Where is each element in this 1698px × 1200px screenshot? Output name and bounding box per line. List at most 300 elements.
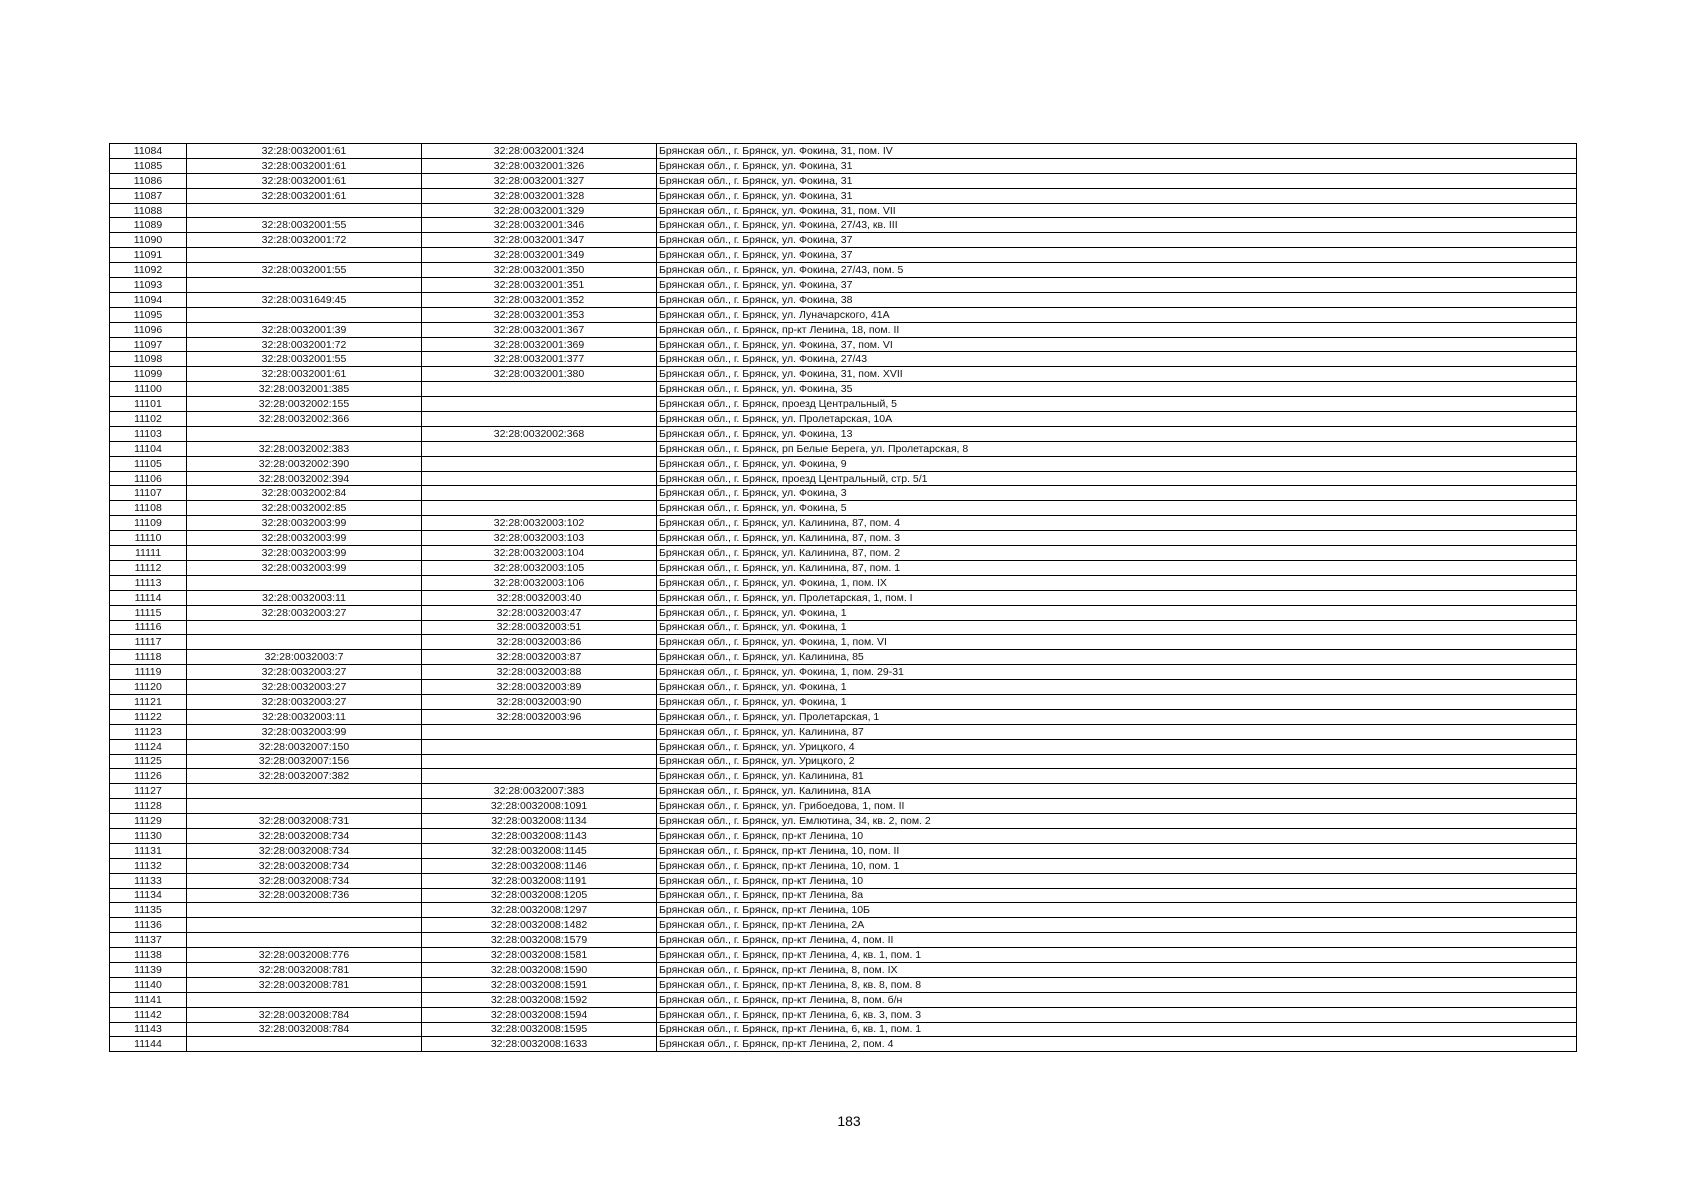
row-number-cell: 11093	[110, 278, 187, 293]
address-cell: Брянская обл., г. Брянск, ул. Фокина, 37	[657, 248, 1577, 263]
row-number-cell: 11139	[110, 962, 187, 977]
object-cadastral-number-cell: 32:28:0032008:1191	[422, 873, 657, 888]
address-cell: Брянская обл., г. Брянск, ул. Фокина, 1, пом. IX	[657, 575, 1577, 590]
object-cadastral-number-cell	[422, 397, 657, 412]
table-row	[110, 575, 1577, 590]
table-row	[110, 144, 1577, 159]
object-cadastral-number-cell: 32:28:0032003:51	[422, 620, 657, 635]
address-cell: Брянская обл., г. Брянск, пр-кт Ленина, 10Б	[657, 903, 1577, 918]
row-number-cell: 11142	[110, 1007, 187, 1022]
row-number-cell: 11144	[110, 1037, 187, 1052]
table-row	[110, 977, 1577, 992]
object-cadastral-number-cell: 32:28:0032003:90	[422, 694, 657, 709]
table-row	[110, 933, 1577, 948]
object-cadastral-number-cell: 32:28:0032001:326	[422, 158, 657, 173]
object-cadastral-number-cell: 32:28:0032008:1482	[422, 918, 657, 933]
address-cell: Брянская обл., г. Брянск, ул. Фокина, 35	[657, 382, 1577, 397]
table-row	[110, 278, 1577, 293]
parcel-cadastral-number-cell	[187, 903, 422, 918]
table-row	[110, 158, 1577, 173]
parcel-cadastral-number-cell: 32:28:0032001:55	[187, 218, 422, 233]
row-number-cell: 11124	[110, 739, 187, 754]
address-cell: Брянская обл., г. Брянск, ул. Фокина, 3	[657, 486, 1577, 501]
row-number-cell: 11105	[110, 456, 187, 471]
table-row	[110, 397, 1577, 412]
address-cell: Брянская обл., г. Брянск, ул. Пролетарская, 1, пом. I	[657, 590, 1577, 605]
row-number-cell: 11126	[110, 769, 187, 784]
row-number-cell: 11087	[110, 188, 187, 203]
table-row	[110, 754, 1577, 769]
parcel-cadastral-number-cell: 32:28:0032008:781	[187, 962, 422, 977]
parcel-cadastral-number-cell: 32:28:0032001:39	[187, 322, 422, 337]
object-cadastral-number-cell: 32:28:0032008:1594	[422, 1007, 657, 1022]
parcel-cadastral-number-cell: 32:28:0032008:776	[187, 948, 422, 963]
parcel-cadastral-number-cell: 32:28:0032001:55	[187, 352, 422, 367]
object-cadastral-number-cell: 32:28:0032003:102	[422, 516, 657, 531]
parcel-cadastral-number-cell: 32:28:0032001:385	[187, 382, 422, 397]
object-cadastral-number-cell: 32:28:0032003:47	[422, 605, 657, 620]
address-cell: Брянская обл., г. Брянск, пр-кт Ленина, 6, кв. 3, пом. 3	[657, 1007, 1577, 1022]
table-row	[110, 471, 1577, 486]
parcel-cadastral-number-cell	[187, 933, 422, 948]
address-cell: Брянская обл., г. Брянск, ул. Фокина, 37, пом. VI	[657, 337, 1577, 352]
parcel-cadastral-number-cell	[187, 918, 422, 933]
address-cell: Брянская обл., г. Брянск, ул. Пролетарская, 1	[657, 709, 1577, 724]
parcel-cadastral-number-cell: 32:28:0032002:85	[187, 501, 422, 516]
table-row	[110, 203, 1577, 218]
address-cell: Брянская обл., г. Брянск, ул. Фокина, 37	[657, 233, 1577, 248]
object-cadastral-number-cell: 32:28:0032001:367	[422, 322, 657, 337]
address-cell: Брянская обл., г. Брянск, ул. Калинина, 87, пом. 1	[657, 560, 1577, 575]
parcel-cadastral-number-cell: 32:28:0032001:61	[187, 158, 422, 173]
parcel-cadastral-number-cell: 32:28:0032001:72	[187, 233, 422, 248]
object-cadastral-number-cell: 32:28:0032001:324	[422, 144, 657, 159]
table-row	[110, 173, 1577, 188]
address-cell: Брянская обл., г. Брянск, ул. Фокина, 5	[657, 501, 1577, 516]
address-cell: Брянская обл., г. Брянск, ул. Грибоедова, 1, пом. II	[657, 799, 1577, 814]
table-row	[110, 739, 1577, 754]
address-cell: Брянская обл., г. Брянск, ул. Фокина, 1	[657, 694, 1577, 709]
table-row	[110, 948, 1577, 963]
row-number-cell: 11121	[110, 694, 187, 709]
table-row	[110, 858, 1577, 873]
row-number-cell: 11130	[110, 828, 187, 843]
address-cell: Брянская обл., г. Брянск, пр-кт Ленина, 4, кв. 1, пом. 1	[657, 948, 1577, 963]
parcel-cadastral-number-cell	[187, 784, 422, 799]
parcel-cadastral-number-cell: 32:28:0032001:72	[187, 337, 422, 352]
parcel-cadastral-number-cell: 32:28:0032003:27	[187, 605, 422, 620]
table-row	[110, 352, 1577, 367]
table-row	[110, 843, 1577, 858]
row-number-cell: 11089	[110, 218, 187, 233]
address-cell: Брянская обл., г. Брянск, проезд Центральный, 5	[657, 397, 1577, 412]
parcel-cadastral-number-cell: 32:28:0032002:390	[187, 456, 422, 471]
address-cell: Брянская обл., г. Брянск, ул. Пролетарская, 10А	[657, 412, 1577, 427]
parcel-cadastral-number-cell	[187, 203, 422, 218]
address-cell: Брянская обл., г. Брянск, ул. Фокина, 31, пом. VII	[657, 203, 1577, 218]
table-row	[110, 903, 1577, 918]
table-row	[110, 337, 1577, 352]
table-row	[110, 263, 1577, 278]
table-row	[110, 724, 1577, 739]
parcel-cadastral-number-cell: 32:28:0032001:61	[187, 173, 422, 188]
table-row	[110, 962, 1577, 977]
object-cadastral-number-cell: 32:28:0032001:352	[422, 292, 657, 307]
object-cadastral-number-cell: 32:28:0032003:88	[422, 665, 657, 680]
table-row	[110, 426, 1577, 441]
row-number-cell: 11131	[110, 843, 187, 858]
parcel-cadastral-number-cell: 32:28:0032001:61	[187, 144, 422, 159]
parcel-cadastral-number-cell: 32:28:0032002:383	[187, 441, 422, 456]
parcel-cadastral-number-cell: 32:28:0032008:736	[187, 888, 422, 903]
object-cadastral-number-cell	[422, 724, 657, 739]
object-cadastral-number-cell: 32:28:0032008:1595	[422, 1022, 657, 1037]
parcel-cadastral-number-cell: 32:28:0032003:27	[187, 694, 422, 709]
table-row	[110, 650, 1577, 665]
address-cell: Брянская обл., г. Брянск, ул. Емлютина, 34, кв. 2, пом. 2	[657, 814, 1577, 829]
address-cell: Брянская обл., г. Брянск, пр-кт Ленина, 18, пом. II	[657, 322, 1577, 337]
table-row	[110, 248, 1577, 263]
object-cadastral-number-cell	[422, 441, 657, 456]
row-number-cell: 11096	[110, 322, 187, 337]
row-number-cell: 11134	[110, 888, 187, 903]
table-row	[110, 709, 1577, 724]
parcel-cadastral-number-cell	[187, 1037, 422, 1052]
parcel-cadastral-number-cell: 32:28:0032008:734	[187, 843, 422, 858]
address-cell: Брянская обл., г. Брянск, ул. Калинина, 87, пом. 3	[657, 531, 1577, 546]
table-row	[110, 784, 1577, 799]
table-row	[110, 769, 1577, 784]
row-number-cell: 11106	[110, 471, 187, 486]
row-number-cell: 11102	[110, 412, 187, 427]
object-cadastral-number-cell: 32:28:0032008:1591	[422, 977, 657, 992]
parcel-cadastral-number-cell	[187, 635, 422, 650]
parcel-cadastral-number-cell: 32:28:0032007:150	[187, 739, 422, 754]
row-number-cell: 11085	[110, 158, 187, 173]
address-cell: Брянская обл., г. Брянск, ул. Фокина, 31	[657, 188, 1577, 203]
page-number: 183	[837, 1113, 861, 1129]
row-number-cell: 11107	[110, 486, 187, 501]
parcel-cadastral-number-cell: 32:28:0032007:382	[187, 769, 422, 784]
address-cell: Брянская обл., г. Брянск, ул. Фокина, 1, пом. VI	[657, 635, 1577, 650]
row-number-cell: 11138	[110, 948, 187, 963]
parcel-cadastral-number-cell: 32:28:0032003:27	[187, 665, 422, 680]
table-row	[110, 441, 1577, 456]
row-number-cell: 11103	[110, 426, 187, 441]
address-cell: Брянская обл., г. Брянск, рп Белые Берега, ул. Пролетарская, 8	[657, 441, 1577, 456]
parcel-cadastral-number-cell: 32:28:0032008:781	[187, 977, 422, 992]
table-row	[110, 635, 1577, 650]
parcel-cadastral-number-cell: 32:28:0032001:55	[187, 263, 422, 278]
object-cadastral-number-cell	[422, 769, 657, 784]
parcel-cadastral-number-cell: 32:28:0032003:11	[187, 590, 422, 605]
row-number-cell: 11137	[110, 933, 187, 948]
table-row	[110, 307, 1577, 322]
row-number-cell: 11109	[110, 516, 187, 531]
table-row	[110, 694, 1577, 709]
address-cell: Брянская обл., г. Брянск, пр-кт Ленина, 6, кв. 1, пом. 1	[657, 1022, 1577, 1037]
object-cadastral-number-cell: 32:28:0032003:105	[422, 560, 657, 575]
address-cell: Брянская обл., г. Брянск, пр-кт Ленина, 8а	[657, 888, 1577, 903]
parcel-cadastral-number-cell	[187, 278, 422, 293]
row-number-cell: 11136	[110, 918, 187, 933]
object-cadastral-number-cell	[422, 501, 657, 516]
row-number-cell: 11108	[110, 501, 187, 516]
address-cell: Брянская обл., г. Брянск, ул. Фокина, 1	[657, 605, 1577, 620]
row-number-cell: 11091	[110, 248, 187, 263]
table-row	[110, 188, 1577, 203]
parcel-cadastral-number-cell: 32:28:0032002:366	[187, 412, 422, 427]
object-cadastral-number-cell: 32:28:0032001:380	[422, 367, 657, 382]
object-cadastral-number-cell	[422, 382, 657, 397]
address-cell: Брянская обл., г. Брянск, ул. Фокина, 1	[657, 680, 1577, 695]
parcel-cadastral-number-cell: 32:28:0032008:731	[187, 814, 422, 829]
row-number-cell: 11125	[110, 754, 187, 769]
parcel-cadastral-number-cell: 32:28:0032001:61	[187, 188, 422, 203]
table-row	[110, 814, 1577, 829]
address-cell: Брянская обл., г. Брянск, ул. Фокина, 31, пом. IV	[657, 144, 1577, 159]
parcel-cadastral-number-cell: 32:28:0032003:99	[187, 546, 422, 561]
row-number-cell: 11097	[110, 337, 187, 352]
object-cadastral-number-cell	[422, 471, 657, 486]
address-cell: Брянская обл., г. Брянск, ул. Урицкого, 4	[657, 739, 1577, 754]
address-cell: Брянская обл., г. Брянск, ул. Фокина, 1, пом. 29-31	[657, 665, 1577, 680]
object-cadastral-number-cell: 32:28:0032001:329	[422, 203, 657, 218]
address-cell: Брянская обл., г. Брянск, пр-кт Ленина, 8, пом. б/н	[657, 992, 1577, 1007]
address-cell: Брянская обл., г. Брянск, пр-кт Ленина, 2А	[657, 918, 1577, 933]
object-cadastral-number-cell: 32:28:0032003:87	[422, 650, 657, 665]
address-cell: Брянская обл., г. Брянск, ул. Фокина, 9	[657, 456, 1577, 471]
parcel-cadastral-number-cell: 32:28:0032007:156	[187, 754, 422, 769]
object-cadastral-number-cell: 32:28:0032001:377	[422, 352, 657, 367]
parcel-cadastral-number-cell: 32:28:0032003:27	[187, 680, 422, 695]
object-cadastral-number-cell: 32:28:0032008:1297	[422, 903, 657, 918]
object-cadastral-number-cell	[422, 456, 657, 471]
table-row	[110, 292, 1577, 307]
row-number-cell: 11111	[110, 546, 187, 561]
table-row	[110, 501, 1577, 516]
address-cell: Брянская обл., г. Брянск, ул. Луначарского, 41А	[657, 307, 1577, 322]
object-cadastral-number-cell	[422, 486, 657, 501]
table-row	[110, 322, 1577, 337]
object-cadastral-number-cell: 32:28:0032008:1091	[422, 799, 657, 814]
address-cell: Брянская обл., г. Брянск, ул. Фокина, 37	[657, 278, 1577, 293]
object-cadastral-number-cell: 32:28:0032003:103	[422, 531, 657, 546]
object-cadastral-number-cell: 32:28:0032001:328	[422, 188, 657, 203]
row-number-cell: 11115	[110, 605, 187, 620]
table-row	[110, 486, 1577, 501]
object-cadastral-number-cell: 32:28:0032003:89	[422, 680, 657, 695]
address-cell: Брянская обл., г. Брянск, ул. Калинина, 87, пом. 2	[657, 546, 1577, 561]
row-number-cell: 11127	[110, 784, 187, 799]
row-number-cell: 11122	[110, 709, 187, 724]
row-number-cell: 11098	[110, 352, 187, 367]
row-number-cell: 11140	[110, 977, 187, 992]
parcel-cadastral-number-cell	[187, 992, 422, 1007]
parcel-cadastral-number-cell	[187, 575, 422, 590]
address-cell: Брянская обл., г. Брянск, пр-кт Ленина, 4, пом. II	[657, 933, 1577, 948]
table-row	[110, 1007, 1577, 1022]
address-cell: Брянская обл., г. Брянск, ул. Фокина, 27/43, кв. III	[657, 218, 1577, 233]
table-row	[110, 1037, 1577, 1052]
table-row	[110, 218, 1577, 233]
object-cadastral-number-cell: 32:28:0032008:1134	[422, 814, 657, 829]
object-cadastral-number-cell: 32:28:0032001:347	[422, 233, 657, 248]
table-row	[110, 367, 1577, 382]
parcel-cadastral-number-cell: 32:28:0032003:7	[187, 650, 422, 665]
address-cell: Брянская обл., г. Брянск, ул. Калинина, 87	[657, 724, 1577, 739]
table-row	[110, 918, 1577, 933]
address-cell: Брянская обл., г. Брянск, ул. Фокина, 31	[657, 173, 1577, 188]
row-number-cell: 11110	[110, 531, 187, 546]
address-cell: Брянская обл., г. Брянск, пр-кт Ленина, 2, пом. 4	[657, 1037, 1577, 1052]
table-row	[110, 531, 1577, 546]
parcel-cadastral-number-cell: 32:28:0032003:99	[187, 516, 422, 531]
parcel-cadastral-number-cell: 32:28:0032003:99	[187, 724, 422, 739]
address-cell: Брянская обл., г. Брянск, пр-кт Ленина, 8, кв. 8, пом. 8	[657, 977, 1577, 992]
address-cell: Брянская обл., г. Брянск, ул. Фокина, 13	[657, 426, 1577, 441]
row-number-cell: 11088	[110, 203, 187, 218]
address-cell: Брянская обл., г. Брянск, пр-кт Ленина, 10, пом. 1	[657, 858, 1577, 873]
object-cadastral-number-cell: 32:28:0032003:104	[422, 546, 657, 561]
object-cadastral-number-cell: 32:28:0032001:327	[422, 173, 657, 188]
address-cell: Брянская обл., г. Брянск, ул. Фокина, 27/43	[657, 352, 1577, 367]
object-cadastral-number-cell: 32:28:0032003:86	[422, 635, 657, 650]
table-row	[110, 516, 1577, 531]
address-cell: Брянская обл., г. Брянск, ул. Фокина, 31, пом. XVII	[657, 367, 1577, 382]
object-cadastral-number-cell: 32:28:0032008:1592	[422, 992, 657, 1007]
parcel-cadastral-number-cell: 32:28:0032002:84	[187, 486, 422, 501]
object-cadastral-number-cell: 32:28:0032003:96	[422, 709, 657, 724]
row-number-cell: 11084	[110, 144, 187, 159]
object-cadastral-number-cell: 32:28:0032008:1205	[422, 888, 657, 903]
object-cadastral-number-cell: 32:28:0032002:368	[422, 426, 657, 441]
parcel-cadastral-number-cell	[187, 620, 422, 635]
parcel-cadastral-number-cell: 32:28:0032002:155	[187, 397, 422, 412]
table-row	[110, 873, 1577, 888]
table-row	[110, 412, 1577, 427]
parcel-cadastral-number-cell: 32:28:0032003:11	[187, 709, 422, 724]
table-row	[110, 590, 1577, 605]
parcel-cadastral-number-cell: 32:28:0032001:61	[187, 367, 422, 382]
parcel-cadastral-number-cell: 32:28:0032008:734	[187, 858, 422, 873]
parcel-cadastral-number-cell: 32:28:0032008:784	[187, 1022, 422, 1037]
object-cadastral-number-cell: 32:28:0032001:353	[422, 307, 657, 322]
row-number-cell: 11133	[110, 873, 187, 888]
object-cadastral-number-cell: 32:28:0032001:369	[422, 337, 657, 352]
table-row	[110, 560, 1577, 575]
parcel-cadastral-number-cell: 32:28:0032003:99	[187, 560, 422, 575]
object-cadastral-number-cell: 32:28:0032008:1146	[422, 858, 657, 873]
table-row	[110, 680, 1577, 695]
address-cell: Брянская обл., г. Брянск, пр-кт Ленина, 10	[657, 828, 1577, 843]
object-cadastral-number-cell	[422, 754, 657, 769]
object-cadastral-number-cell	[422, 739, 657, 754]
row-number-cell: 11086	[110, 173, 187, 188]
address-cell: Брянская обл., г. Брянск, ул. Фокина, 27/43, пом. 5	[657, 263, 1577, 278]
address-cell: Брянская обл., г. Брянск, проезд Центральный, стр. 5/1	[657, 471, 1577, 486]
object-cadastral-number-cell: 32:28:0032008:1581	[422, 948, 657, 963]
row-number-cell: 11132	[110, 858, 187, 873]
parcel-cadastral-number-cell: 32:28:0032008:734	[187, 828, 422, 843]
parcel-cadastral-number-cell: 32:28:0032008:784	[187, 1007, 422, 1022]
object-cadastral-number-cell: 32:28:0032008:1590	[422, 962, 657, 977]
row-number-cell: 11119	[110, 665, 187, 680]
parcel-cadastral-number-cell: 32:28:0032003:99	[187, 531, 422, 546]
row-number-cell: 11112	[110, 560, 187, 575]
table-row	[110, 799, 1577, 814]
row-number-cell: 11117	[110, 635, 187, 650]
row-number-cell: 11104	[110, 441, 187, 456]
parcel-cadastral-number-cell	[187, 307, 422, 322]
parcel-cadastral-number-cell	[187, 426, 422, 441]
row-number-cell: 11095	[110, 307, 187, 322]
parcel-cadastral-number-cell	[187, 799, 422, 814]
object-cadastral-number-cell: 32:28:0032008:1579	[422, 933, 657, 948]
address-cell: Брянская обл., г. Брянск, пр-кт Ленина, 10, пом. II	[657, 843, 1577, 858]
address-cell: Брянская обл., г. Брянск, ул. Калинина, 87, пом. 4	[657, 516, 1577, 531]
address-cell: Брянская обл., г. Брянск, ул. Фокина, 1	[657, 620, 1577, 635]
parcel-cadastral-number-cell: 32:28:0031649:45	[187, 292, 422, 307]
table-row	[110, 546, 1577, 561]
row-number-cell: 11114	[110, 590, 187, 605]
table-row	[110, 828, 1577, 843]
table-row	[110, 605, 1577, 620]
row-number-cell: 11135	[110, 903, 187, 918]
row-number-cell: 11141	[110, 992, 187, 1007]
object-cadastral-number-cell: 32:28:0032003:106	[422, 575, 657, 590]
object-cadastral-number-cell: 32:28:0032008:1633	[422, 1037, 657, 1052]
row-number-cell: 11090	[110, 233, 187, 248]
object-cadastral-number-cell: 32:28:0032007:383	[422, 784, 657, 799]
object-cadastral-number-cell: 32:28:0032001:350	[422, 263, 657, 278]
table-row	[110, 992, 1577, 1007]
object-cadastral-number-cell	[422, 412, 657, 427]
row-number-cell: 11113	[110, 575, 187, 590]
address-cell: Брянская обл., г. Брянск, ул. Калинина, 81А	[657, 784, 1577, 799]
row-number-cell: 11092	[110, 263, 187, 278]
parcel-cadastral-number-cell: 32:28:0032008:734	[187, 873, 422, 888]
address-cell: Брянская обл., г. Брянск, ул. Урицкого, 2	[657, 754, 1577, 769]
row-number-cell: 11101	[110, 397, 187, 412]
row-number-cell: 11123	[110, 724, 187, 739]
object-cadastral-number-cell: 32:28:0032008:1145	[422, 843, 657, 858]
object-cadastral-number-cell: 32:28:0032001:351	[422, 278, 657, 293]
address-cell: Брянская обл., г. Брянск, пр-кт Ленина, 10	[657, 873, 1577, 888]
registry-table	[109, 143, 1577, 1052]
address-cell: Брянская обл., г. Брянск, пр-кт Ленина, 8, пом. IX	[657, 962, 1577, 977]
row-number-cell: 11143	[110, 1022, 187, 1037]
registry-table-body	[110, 144, 1577, 1052]
object-cadastral-number-cell: 32:28:0032001:346	[422, 218, 657, 233]
row-number-cell: 11116	[110, 620, 187, 635]
row-number-cell: 11128	[110, 799, 187, 814]
table-row	[110, 233, 1577, 248]
address-cell: Брянская обл., г. Брянск, ул. Фокина, 31	[657, 158, 1577, 173]
table-row	[110, 456, 1577, 471]
parcel-cadastral-number-cell: 32:28:0032002:394	[187, 471, 422, 486]
table-row	[110, 1022, 1577, 1037]
address-cell: Брянская обл., г. Брянск, ул. Калинина, 85	[657, 650, 1577, 665]
row-number-cell: 11094	[110, 292, 187, 307]
row-number-cell: 11099	[110, 367, 187, 382]
table-row	[110, 665, 1577, 680]
row-number-cell: 11129	[110, 814, 187, 829]
table-row	[110, 382, 1577, 397]
object-cadastral-number-cell: 32:28:0032001:349	[422, 248, 657, 263]
address-cell: Брянская обл., г. Брянск, ул. Калинина, 81	[657, 769, 1577, 784]
parcel-cadastral-number-cell	[187, 248, 422, 263]
